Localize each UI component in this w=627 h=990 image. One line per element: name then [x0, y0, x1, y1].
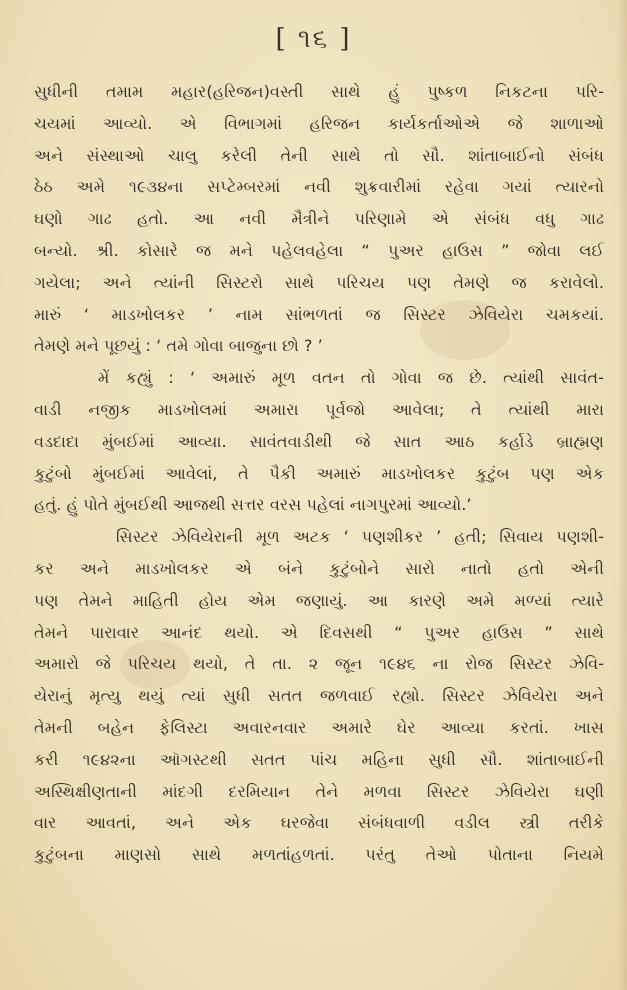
paragraph-2: [34, 362, 604, 521]
text-line: વાર આવતાં, અને એક ઘરજેવા સંબંધવાળી વડીલ સ્ત્રી તરીકે: [34, 813, 604, 833]
text-line: મેં કહ્યું : ‘ અમારું મૂળ વતન તો ગોવા જ છે. ત્યાંથી સાવંત-: [98, 368, 604, 388]
text-line: યેરાનું મૃત્યુ થયું ત્યાં સુધી સતત જળવાઈ રહ્યો. સિસ્ટર ઝેવિયેરા અને: [34, 686, 604, 706]
text-line: સિસ્ટર ઝેવિયેરાની મૂળ અટક ‘ પણશીકર ’ હતી; સિવાય પણશી-: [116, 527, 604, 547]
text-line: અસ્થિક્ષીણતાની માંદગી દરમિયાન તેને મળવા સિસ્ટર ઝેવિયેરા ઘણી: [34, 781, 604, 801]
text-line: હતું. હું પોતે મુંબઈથી આજથી સત્તર વરસ પહેલાં નાગપુરમાં આવ્યો.’: [34, 495, 472, 515]
text-line: કુટુંબના માણસો સાથે મળતાંહળતાં. પરંતુ તેઓ પોતાના નિયમે: [34, 845, 604, 865]
text-line: પણ તેમને માહિતી હોય એમ જણાયું. આ કારણે અમે મળ્યાં ત્યારે: [34, 590, 604, 610]
text-line: ગયેલા; અને ત્યાંની સિસ્ટરો સાથે પરિચય પણ તેમણે જ કરાવેલો.: [34, 272, 604, 292]
text-line: તેમની બહેન ફેલિસ્ટા અવારનવાર અમારે ઘેર આવ્યા કરતાં. ખાસ: [34, 717, 604, 737]
text-line: કરી ૧૯૪૨ના ઑગસ્ટથી સતત પાંચ મહિના સુધી સૌ. શાંતાબાઈની: [34, 749, 604, 769]
text-line: ચયમાં આવ્યો. એ વિભાગમાં હરિજન કાર્યકર્તાઓએ જે શાળાઓ: [34, 113, 604, 133]
text-line: કર અને માડખોલકર એ બંને કુટુંબોને સારો નાતો હતો એની: [34, 558, 604, 578]
text-line: અને સંસ્થાઓ ચાલુ કરેલી તેની સાથે તો સૌ. શાંતાબાઈનો સંબંધ: [34, 145, 604, 165]
body-text: [34, 76, 604, 871]
text-line: વાડી નજીક માડખોલમાં અમારા પૂર્વજો આવેલા; તે ત્યાંથી મારા: [34, 399, 604, 419]
text-line: કુટુંબો મુંબઈમાં આવેલાં, તે પૈકી અમારું માડખોલકર કુટુંબ પણ એક: [34, 463, 604, 483]
text-line: બન્યો. શ્રી. કોસારે જ મને પહેલવહેલા “ પુઅર હાઉસ ” જોવા લઈ: [34, 240, 604, 260]
page-edge-shadow: [617, 0, 627, 990]
page-number: [ ૧૬ ]: [275, 24, 352, 54]
text-line: મારું ‘ માડખોલકર ’ નામ સાંભળતાં જ સિસ્ટર ઝેવિયેરા ચમકયાં.: [34, 304, 604, 324]
paragraph-1: [34, 76, 604, 362]
text-line: અમારો જે પરિચય થયો, તે તા. ૨ જૂન ૧૯૪૬ ના રોજ સિસ્ટર ઝેવિ-: [34, 654, 604, 674]
text-line: તેમણે મને પૂછયું : ‘ તમે ગોવા બાજુના છો ? ’: [34, 336, 323, 356]
text-line: ઘણો ગાઢ હતો. આ નવી મૈત્રીને પરિણામે એ સંબંધ વધુ ગાઢ: [34, 209, 604, 229]
text-line: વડદાદા મુંબઈમાં આવ્યા. સાવંતવાડીથી જે સાત આઠ કર્હાડે બ્રાહ્મણ: [34, 431, 604, 451]
text-line: સુધીની તમામ મહાર(હરિજન)વસ્તી સાથે હું પુષ્કળ નિકટના પરિ-: [34, 82, 604, 101]
text-line: ઠેઠ અમે ૧૯૩૪ના સપ્ટેમ્બરમાં નવી શુક્રવારીમાં રહેવા ગયાં ત્યારનો: [34, 177, 604, 197]
text-line: તેમને પારાવાર આનંદ થયો. એ દિવસથી “ પુઅર હાઉસ ” સાથે: [34, 622, 604, 642]
paragraph-3: [34, 521, 604, 871]
